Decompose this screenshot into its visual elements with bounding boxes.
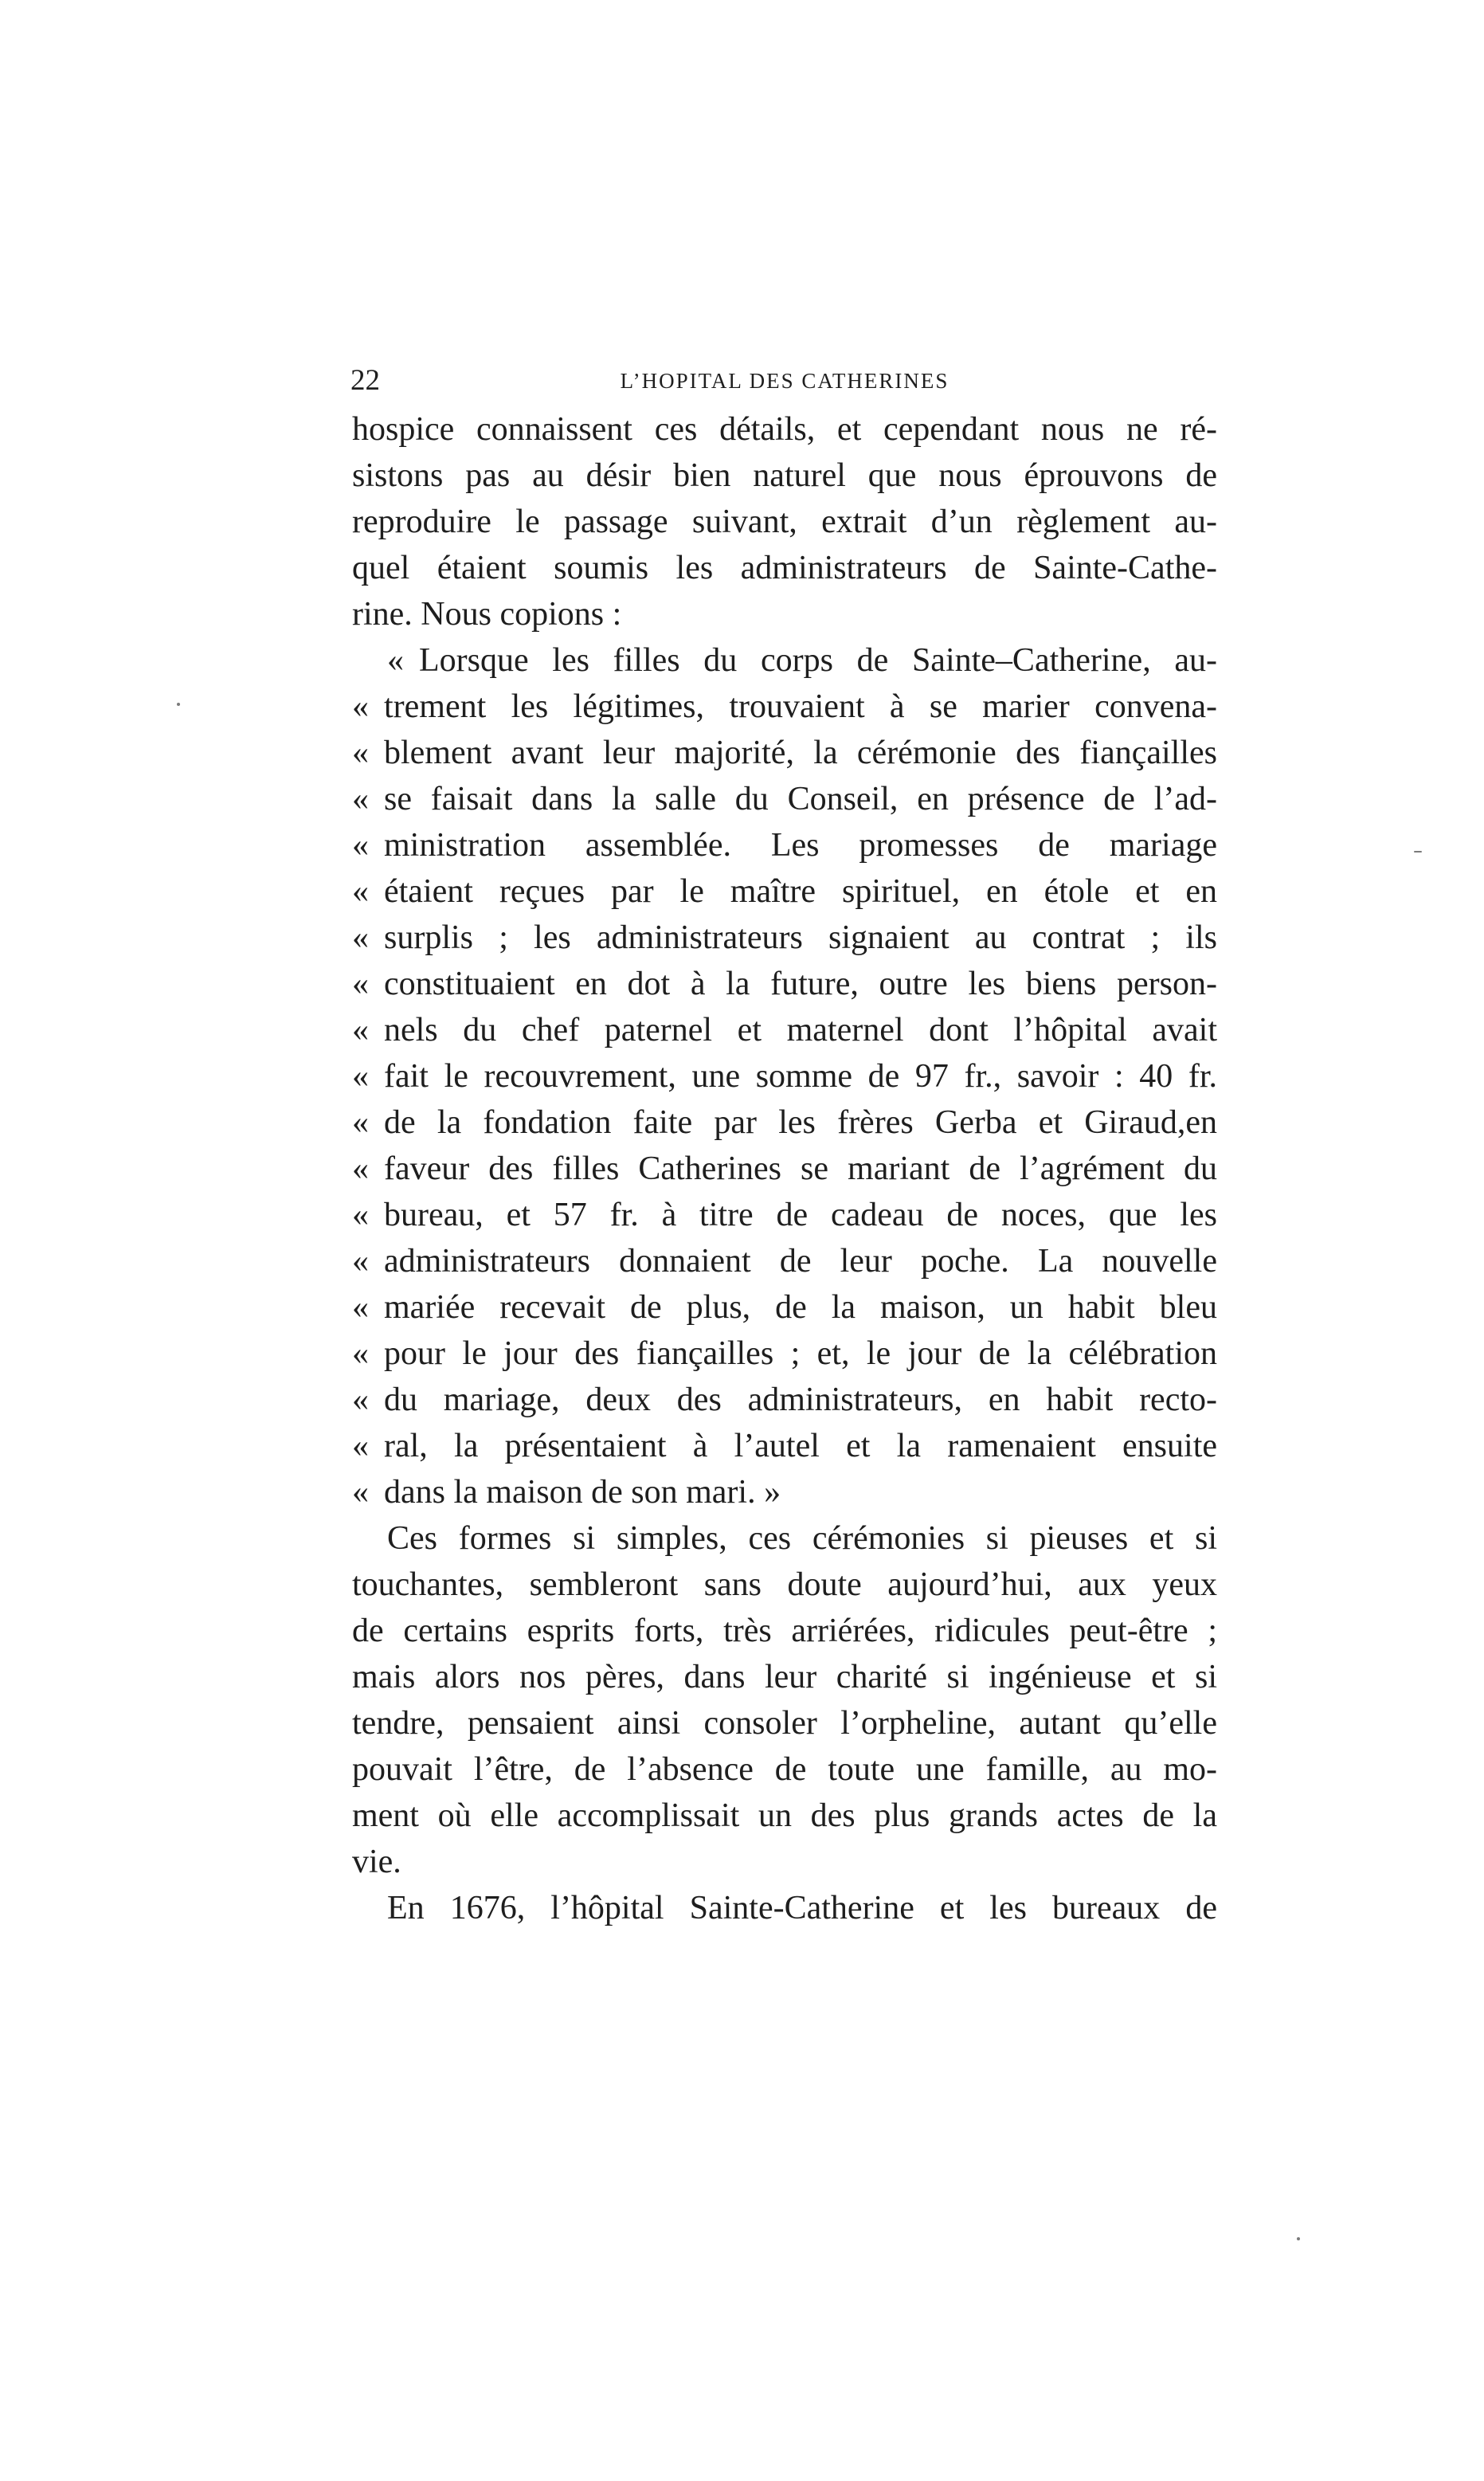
quote-text: pour le jour des fiançailles ; et, le jour de la célébration (384, 1335, 1217, 1372)
quote-mark: « (352, 966, 369, 1002)
quote-text: ministration assemblée. Les promesses de mariage (384, 827, 1217, 864)
quote-mark: « (352, 781, 369, 817)
text-line: pouvait l’être, de l’absence de toute une famille, au mo- (352, 1751, 1217, 1788)
quote-mark: « (352, 1428, 369, 1464)
quote-text: dans la maison de son mari. » (384, 1474, 781, 1511)
quote-mark: « (352, 688, 369, 725)
text-line: En 1676, l’hôpital Sainte-Catherine et les bureaux de (387, 1890, 1217, 1926)
quote-line (352, 915, 1217, 961)
text-line: vie. (352, 1844, 401, 1880)
quote-mark: « (352, 1150, 369, 1187)
quote-line (352, 1377, 1217, 1423)
quote-mark: « (352, 1012, 369, 1048)
text-line: sistons pas au désir bien naturel que nous éprouvons de (352, 457, 1217, 494)
quote-text: se faisait dans la salle du Conseil, en présence de l’ad- (384, 781, 1217, 817)
paper-speck (1414, 851, 1422, 852)
quote-mark: « (387, 642, 404, 679)
quote-line (352, 1146, 1217, 1192)
quote-mark: « (352, 919, 369, 956)
quote-line (352, 1007, 1217, 1053)
quote-mark: « (352, 1058, 369, 1095)
quote-text: faveur des filles Catherines se mariant de l’agrément du (384, 1150, 1217, 1187)
quote-mark: « (352, 735, 369, 771)
text-line: mais alors nos pères, dans leur charité si ingénieuse et si (352, 1659, 1217, 1695)
quote-mark: « (352, 1104, 369, 1141)
quote-mark: « (352, 1335, 369, 1372)
quote-line (352, 1469, 1217, 1515)
quote-text: trement les légitimes, trouvaient à se marier convena- (384, 688, 1217, 725)
quote-line (352, 1099, 1217, 1146)
quote-line (352, 1331, 1217, 1377)
quote-mark: « (352, 873, 369, 910)
text-line: reproduire le passage suivant, extrait d’un règlement au- (352, 504, 1217, 540)
quote-line (352, 822, 1217, 868)
quote-text: Lorsque les filles du corps de Sainte–Catherine, au- (419, 642, 1217, 679)
quote-line (352, 776, 1217, 822)
quote-text: constituaient en dot à la future, outre les biens person- (384, 966, 1217, 1002)
quote-text: blement avant leur majorité, la cérémonie des fiançailles (384, 735, 1217, 771)
quote-mark: « (352, 1382, 369, 1418)
text-line: de certains esprits forts, très arriérées, ridicules peut-être ; (352, 1613, 1217, 1649)
quote-text: mariée recevait de plus, de la maison, un habit bleu (384, 1289, 1217, 1326)
quote-line (352, 637, 1217, 684)
body-text (352, 406, 1217, 1931)
quote-mark: « (352, 827, 369, 864)
quote-text: de la fondation faite par les frères Gerba et Giraud,en (384, 1104, 1217, 1141)
quote-line (352, 961, 1217, 1007)
quote-text: administrateurs donnaient de leur poche. La nouvelle (384, 1243, 1217, 1280)
quote-text: étaient reçues par le maître spirituel, en étole et en (384, 873, 1217, 910)
quote-line (352, 730, 1217, 776)
quote-line (352, 1423, 1217, 1469)
quote-text: nels du chef paternel et maternel dont l’hôpital avait (384, 1012, 1217, 1048)
quotation-block (352, 637, 1217, 1515)
paper-speck (177, 703, 180, 706)
text-line: ment où elle accomplissait un des plus grands actes de la (352, 1797, 1217, 1834)
paragraph-1 (352, 406, 1217, 637)
quote-mark: « (352, 1474, 369, 1511)
paragraph-2 (352, 1515, 1217, 1885)
text-line: hospice connaissent ces détails, et cependant nous ne ré- (352, 411, 1217, 448)
quote-line (352, 1053, 1217, 1099)
running-title: L’HOPITAL DES CATHERINES (620, 369, 950, 393)
text-line: Ces formes si simples, ces cérémonies si pieuses et si (387, 1520, 1217, 1557)
quote-line (352, 1192, 1217, 1238)
quote-mark: « (352, 1197, 369, 1233)
quote-line (352, 1238, 1217, 1284)
paragraph-3 (352, 1885, 1217, 1931)
text-line: tendre, pensaient ainsi consoler l’orpheline, autant qu’elle (352, 1705, 1217, 1742)
quote-mark: « (352, 1243, 369, 1280)
quote-mark: « (352, 1289, 369, 1326)
quote-text: du mariage, deux des administrateurs, en habit recto- (384, 1382, 1217, 1418)
text-line: rine. Nous copions : (352, 596, 622, 633)
quote-text: fait le recouvrement, une somme de 97 fr., savoir : 40 fr. (384, 1058, 1217, 1095)
quote-line (352, 868, 1217, 915)
paper-speck (1297, 2237, 1300, 2240)
page-header (350, 357, 1219, 405)
page-number: 22 (350, 364, 380, 397)
quote-text: bureau, et 57 fr. à titre de cadeau de noces, que les (384, 1197, 1217, 1233)
quote-line (352, 1284, 1217, 1331)
text-line: quel étaient soumis les administrateurs de Sainte-Cathe- (352, 550, 1217, 586)
quote-line (352, 684, 1217, 730)
quote-text: surplis ; les administrateurs signaient au contrat ; ils (384, 919, 1217, 956)
quote-text: ral, la présentaient à l’autel et la ramenaient ensuite (384, 1428, 1217, 1464)
text-line: touchantes, sembleront sans doute aujourd’hui, aux yeux (352, 1566, 1217, 1603)
